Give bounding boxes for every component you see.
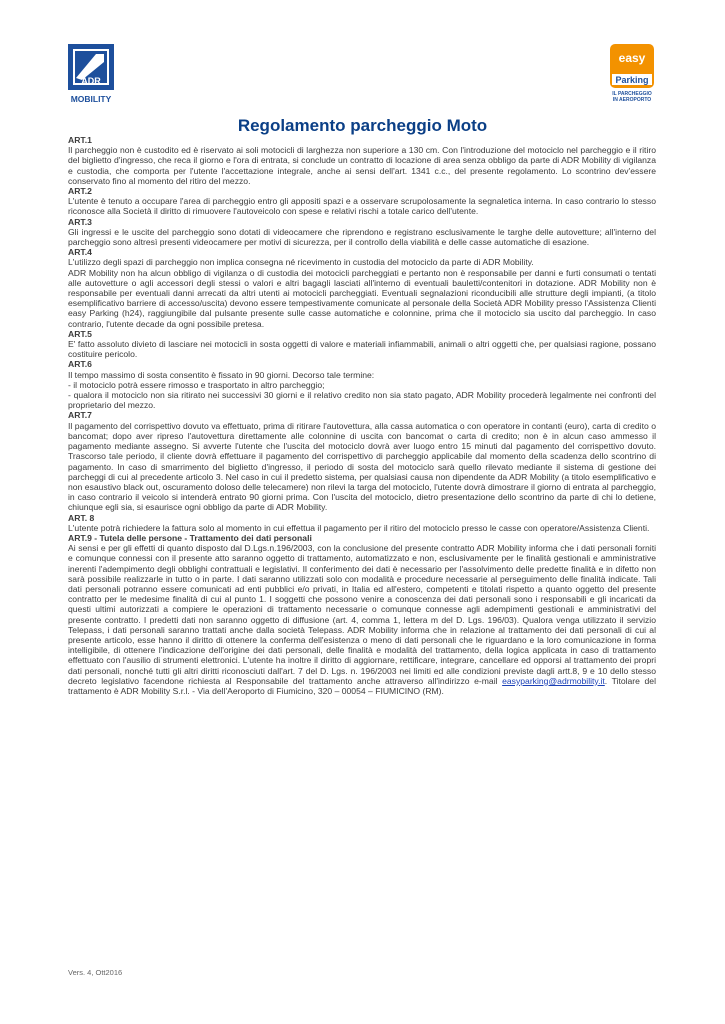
article-paragraph: L'utilizzo degli spazi di parcheggio non implica consegna né ricevimento in custodia del motociclo da parte di ADR Mobility. xyxy=(68,257,534,268)
article-paragraph: - qualora il motociclo non sia ritirato nei successivi 30 giorni e il relativo credito non sia stato pagato, ADR Mobility procederà legalmente nei confronti del proprietario del mezzo. xyxy=(68,390,656,411)
article-paragraph: Gli ingressi e le uscite del parcheggio sono dotati di videocamere che riprendono e registrano esclusivamente le targhe delle autovetture; all'interno del parcheggio sono altresì presenti videocamere per motivi di sicurezza, per il controllo della viabilità e delle casse automatiche di esazione. xyxy=(68,226,656,248)
article-heading: ART.3 xyxy=(68,216,92,227)
article-paragraph: Il parcheggio non è custodito ed è riservato ai soli motocicli di larghezza non superiore a 130 cm. Con l'introduzione del motociclo nel parcheggio e il ritiro del biglietto d'ingresso, che reca il giorno e l'ora di entrata, si conclude un contratto di locazione di area senza obbligo da parte di ADR Mobility di vigilanza e custodia, che comporta per l'utente l'accettazione integrale, anche ai sensi dell'art. 1341 c.c., del presente regolamento. Lo scontrino dev'essere conservato fino al momento del ritiro del mezzo. xyxy=(68,145,656,186)
article-8 xyxy=(68,513,656,533)
article-heading: ART.5 xyxy=(68,328,92,339)
easy-parking-logo xyxy=(608,44,656,104)
article-heading: ART. 8 xyxy=(68,512,95,523)
article-paragraph: L'utente è tenuto a occupare l'area di parcheggio entro gli appositi spazi e a osservare scrupolosamente la segnaletica interna. In caso contrario lo stesso riconosce alla Società il diritto di rimuovere l'autoveicolo con spese e relativi rischi a totale carico dell'utente. xyxy=(68,196,656,217)
article-paragraph: L'utente potrà richiedere la fattura solo al momento in cui effettua il pagamento per il ritiro del motociclo presso le casse con operatore/Assistenza Clienti. xyxy=(68,522,650,533)
article-paragraph: ADR Mobility non ha alcun obbligo di vigilanza o di custodia dei motocicli parcheggiati e pertanto non è responsabile per danni e furti consumati o tentati alle autovetture o agli accessori degli stessi o valori e altri bagagli lasciati all'interno di eventuali bauletti/contenitori in dotazione. ADR Mobility non è responsabile per eventuali danni arrecati da altri utenti ai motocicli parcheggiati. Eventuali segnalazioni riconducibili alle strutture degli impianti, (a titolo esemplificativo barriere di accesso/uscita) devono essere tempestivamente comunicate al personale della Società ADR Mobility presso l'Assistenza Clienti easy Parking (h24), raggiungibile dal pulsante presente sulle casse automatiche e colonnine, prima che il motociclo sia uscito dal parcheggio. In caso contrario, l'utente decade da ogni possibile pretesa. xyxy=(68,267,656,329)
article-5 xyxy=(68,329,656,360)
article-heading: ART.4 xyxy=(68,247,92,258)
version-footer: Vers. 4, Ott2016 xyxy=(68,968,123,977)
privacy-text-end: . Titolare del trattamento è ADR Mobility S.r.l. - Via dell'Aeroporto di Fiumicino, 320 – 00054 – FIUMICINO (RM). xyxy=(68,675,656,696)
article-heading: ART.7 xyxy=(68,410,92,421)
svg-text:easy: easy xyxy=(618,51,646,65)
svg-text:ADR: ADR xyxy=(81,76,101,86)
regulation-body xyxy=(68,135,656,696)
page-title: Regolamento parcheggio Moto xyxy=(237,116,488,135)
svg-text:IN AEROPORTO: IN AEROPORTO xyxy=(612,97,652,103)
article-6 xyxy=(68,359,656,410)
article-4 xyxy=(68,247,656,329)
article-heading: ART.6 xyxy=(68,359,92,370)
article-3 xyxy=(68,217,656,248)
article-heading: ART.9 - Tutela delle persone - Trattamento dei dati personali xyxy=(68,532,312,543)
article-paragraph: Il tempo massimo di sosta consentito è fissato in 90 giorni. Decorso tale termine: xyxy=(68,369,375,380)
article-7 xyxy=(68,410,656,512)
svg-text:IL PARCHEGGIO: IL PARCHEGGIO xyxy=(612,91,652,97)
email-link[interactable]: easyparking@adrmobility.it xyxy=(502,675,605,686)
article-9 xyxy=(68,533,656,696)
article-heading: ART.1 xyxy=(68,135,92,145)
svg-text:MOBILITY: MOBILITY xyxy=(70,94,112,104)
article-2 xyxy=(68,186,656,217)
privacy-text: Ai sensi e per gli effetti di quanto disposto dal D.Lgs.n.196/2003, con la conclusione del presente contratto ADR Mobility informa che i dati personali forniti e comunque connessi con il presente atto saranno oggetto di trattamento, automatizzato e non, esclusivamente per le finalità gestionali e amministrative inerenti l'adempimento degli obblighi contrattuali e legislativi. Il conferimento dei dati è necessario per l'assolvimento delle predette finalità e in difetto non sarà possibile realizzarle in tutto o in parte. I dati saranno utilizzati solo con modalità e procedure necessarie al perseguimento delle finalità indicate. Tali dati personali potranno essere comunicati ad enti pubblici e/o privati, in Italia ed all'estero, competenti e titolati rispetto a quanto oggetto del presente contratto per le medesime finalità di cui al punto 1. I soggetti che possono venire a conoscenza dei dati personali sono i responsabili e gli incaricati da questi ultimi autorizzati a compiere le operazioni di trattamento necessarie o comunque connesse agli adempimenti gestionali e amministrativi del presente contratto. I predetti dati non saranno oggetto di diffusione (art. 4, comma 1, lettera m del D. Lgs. 196/03). Qualora venga utilizzato il servizio Telepass, i dati personali saranno trattati anche dalla società Telepass. ADR Mobility informa che in relazione al trattamento dei dati personali di cui al presente articolo, esse hanno il diritto di ottenere la conferma dell'esistenza o meno di dati personali che le riguardano e la loro comunicazione in forma intelligibile, di ottenere l'indicazione dell'origine dei dati personali, delle finalità e modalità del trattamento, della logica applicata in caso di trattamento effettuato con l'ausilio di strumenti elettronici. L'utente ha inoltre il diritto di aggiornare, rettificare, integrare, cancellare ed opporsi al trattamento dei propri dati personali, nonché tutti gli altri diritti riconosciuti dall'art. 7 del D. Lgs. n. 196/2003 nei limiti ed alle condizioni previste dagli artt.8, 9 e 10 dello stesso decreto legislativo facendone richiesta al Responsabile del trattamento anche attraverso all'indirizzo e-mail xyxy=(68,543,656,686)
article-1 xyxy=(68,135,656,186)
article-heading: ART.2 xyxy=(68,186,92,197)
adr-mobility-logo xyxy=(66,44,116,106)
article-paragraph: Il pagamento del corrispettivo dovuto va effettuato, prima di ritirare l'autovettura, alla cassa automatica o con operatore in contanti (euro), carta di credito o bancomat; dopo aver ripreso l'autovettura direttamente alle colonnine di uscita con bancomat o carta di credito; non è in alcun caso ammesso il pagamento mediante assegno. Si avverte l'utente che l'uscita del motociclo dovrà aver luogo entro 15 minuti dal pagamento del corrispettivo dovuto. Trascorso tale periodo, il cliente dovrà effettuare il pagamento del corrispettivo di parcheggio applicabile dal momento della scadenza dello scontrino di pagamento. In caso di smarrimento del biglietto d'ingresso, il periodo di sosta del motociclo sarà quello rilevato mediante il sistema di gestione dei parcheggi di cui al precedente articolo 3. Nel caso in cui il predetto sistema, per qualsiasi causa non dipendente da ADR Mobility (a titolo esemplificativo e non esaustivo black out, oscuramento doloso delle telecamere) non rilevi la targa del motociclo, l'utente dovrà dimostrare il giorno di entrata al parcheggio, in caso contrario il veicolo si intenderà entrato 90 giorni prima. Con l'uscita del motociclo, dietro presentazione dello scontrino da parte di chi lo detiene, chiunque egli sia, si esaurisce ogni obbligo da parte di ADR Mobility. xyxy=(68,420,656,513)
article-paragraph xyxy=(68,543,656,696)
svg-text:Parking: Parking xyxy=(615,75,649,85)
articles-list xyxy=(68,135,656,533)
article-paragraph: E' fatto assoluto divieto di lasciare nei motocicli in sosta oggetti di valore e materiali infiammabili, animali o altri oggetti che, per qualsiasi ragione, possano costituire pericolo. xyxy=(68,339,656,360)
article-paragraph: - il motociclo potrà essere rimosso e trasportato in altro parcheggio; xyxy=(68,379,325,390)
